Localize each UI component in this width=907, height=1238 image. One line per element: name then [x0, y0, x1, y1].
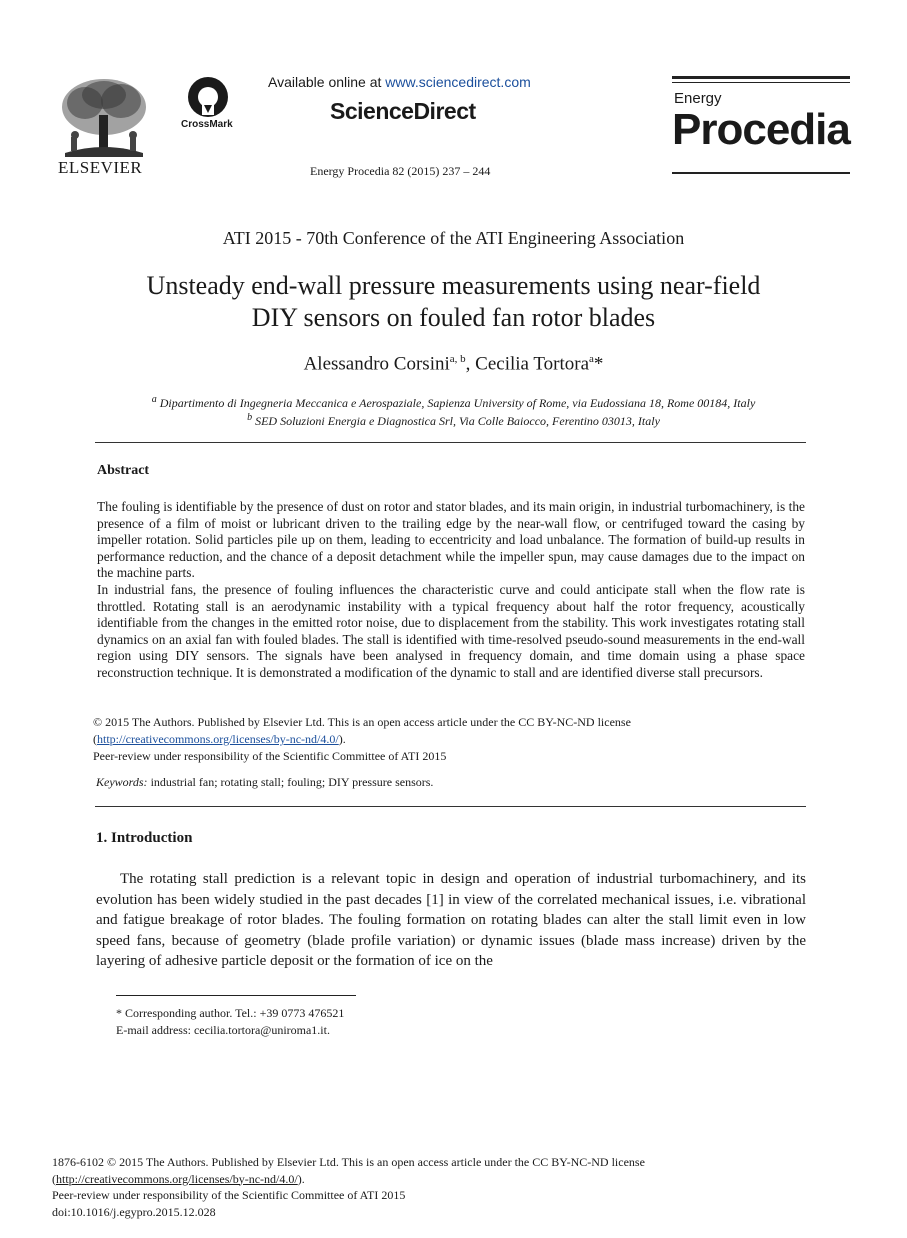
- corresponding-mark: *: [593, 353, 604, 375]
- author-affiliation-mark: a, b: [449, 353, 466, 365]
- divider: [95, 442, 806, 443]
- footnote-rule: [116, 995, 356, 996]
- divider: [95, 806, 806, 807]
- journal-logo-rule: [672, 76, 850, 79]
- keywords: [96, 775, 433, 790]
- paren: (: [93, 732, 97, 746]
- paper-title: [0, 270, 907, 334]
- available-online: [268, 74, 531, 90]
- author-name: Cecilia Tortora: [475, 353, 590, 375]
- affiliation: [0, 412, 907, 429]
- paren: ).: [338, 732, 346, 746]
- section-body: The rotating stall prediction is a relevant topic in design and operation of industrial turbomachinery, and its evolution has been widely studied in the past decades [1] in view of the correlated mechanical issues, i.e. vibrational and fatigue breakage of rotor blades. The fouling formation on rotating blades can alter the stall limit even in low speed fans, because of geometry (blade profile variation) or dynamic issues (blade mass increase) driven by the layering of adhesive particle deposit or the formation of ice on the: [96, 871, 806, 970]
- footer-license: 1876-6102 © 2015 The Authors. Published by Elsevier Ltd. This is an open access article under the CC BY-NC-ND license: [52, 1155, 645, 1169]
- footer-peer-review: Peer-review under responsibility of the Scientific Committee of ATI 2015: [52, 1188, 406, 1203]
- footer-link-line: [52, 1171, 645, 1188]
- abstract-paragraph: The fouling is identifiable by the presence of dust on rotor and stator blades, and its main origin, in industrial turbomachinery, is the presence of a film of moist or lubricant driven to the trailing edge by the near-wall flow, or centrifuged toward the casing by impeller rotation. Solid particles pile up on them, leading to eccentricity and load unbalance. The formation of build-up results in performance reduction, and the chance of a deposit detachment while the impeller spun, may cause damages due to the impact on the machine parts.: [97, 499, 805, 581]
- license-block: [93, 714, 805, 765]
- corresponding-author: * Corresponding author. Tel.: +39 0773 476521: [116, 1006, 345, 1020]
- sciencedirect-logo: ScienceDirect: [330, 98, 476, 124]
- journal-citation: Energy Procedia 82 (2015) 237 – 244: [310, 164, 491, 178]
- affiliation-text: Dipartimento di Ingegneria Meccanica e Aerospaziale, Sapienza University of Rome, via Eudossiana 18, Rome 00184, Italy: [156, 396, 756, 410]
- footnote: [116, 1005, 344, 1039]
- page-footer: [52, 1154, 645, 1220]
- affiliation-mark: a: [151, 394, 157, 405]
- author-list: [0, 353, 907, 375]
- sciencedirect-link[interactable]: www.sciencedirect.com: [385, 74, 531, 90]
- author-affiliation-mark: a: [589, 353, 594, 365]
- keywords-text: industrial fan; rotating stall; fouling; DIY pressure sensors.: [147, 775, 434, 789]
- affiliation: [0, 394, 907, 411]
- crossmark-label: CrossMark: [181, 119, 233, 130]
- abstract-paragraph: In industrial fans, the presence of fouling influences the characteristic curve and could anticipate stall when the flow rate is throttled. Rotating stall is an aerodynamic instability with a typical frequency about half the rotor frequency, acoustically identifiable from the changes in the emitted rotor noise, due to displacement from the stability. This work investigates rotating stall dynamics on an axial fan with fouled blades. The stall is identified with time-resolved pseudo-sound measurements in the end-wall region using DIY sensors. The signals have been analysed in frequency domain, and time domain using a phase space reconstruction technique. It is demonstrated a modification of the dynamic to stall and are identified diverse stall precursors.: [97, 581, 805, 680]
- peer-review-text: Peer-review under responsibility of the Scientific Committee of ATI 2015: [93, 749, 447, 763]
- license-link-line: [93, 731, 805, 748]
- footer-license-link[interactable]: http://creativecommons.org/licenses/by-nc-nd/4.0/: [56, 1171, 298, 1186]
- conference-name: ATI 2015 - 70th Conference of the ATI Engineering Association: [222, 228, 685, 248]
- paren: (: [52, 1171, 56, 1186]
- keywords-label: Keywords:: [96, 775, 148, 789]
- abstract-body: [97, 499, 805, 682]
- available-prefix: Available online at: [268, 74, 386, 90]
- paren: ).: [297, 1171, 305, 1186]
- title-line: Unsteady end-wall pressure measurements using near-field: [146, 271, 761, 300]
- affiliation-mark: b: [247, 412, 253, 423]
- license-text: © 2015 The Authors. Published by Elsevier Ltd. This is an open access article under the CC BY-NC-ND license: [93, 715, 631, 729]
- journal-logo-rule: [672, 82, 850, 83]
- title-line: DIY sensors on fouled fan rotor blades: [251, 303, 656, 332]
- section-heading: 1. Introduction: [96, 830, 193, 846]
- license-link[interactable]: http://creativecommons.org/licenses/by-nc-nd/4.0/: [97, 732, 339, 746]
- email-address: E-mail address: cecilia.tortora@uniroma1.it.: [116, 1023, 330, 1037]
- doi: doi:10.1016/j.egypro.2015.12.028: [52, 1204, 216, 1219]
- author-separator: ,: [465, 353, 476, 375]
- author-name: Alessandro Corsini: [303, 353, 450, 375]
- publisher-name: ELSEVIER: [58, 158, 143, 177]
- affiliation-text: SED Soluzioni Energia e Diagnostica Srl, Via Colle Baiocco, Ferentino 03013, Italy: [252, 414, 660, 428]
- journal-logo-rule: [672, 172, 850, 174]
- journal-logo-small: Energy: [674, 90, 722, 107]
- journal-logo-big: Procedia: [672, 105, 850, 154]
- abstract-heading: Abstract: [97, 463, 150, 478]
